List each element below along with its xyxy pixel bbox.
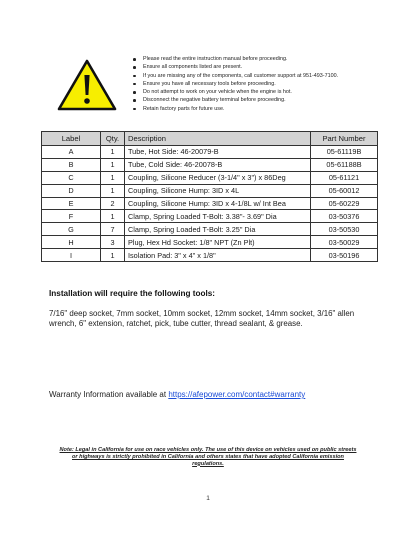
table-row (42, 184, 378, 197)
warning-triangle-icon (56, 58, 118, 112)
warranty-info (49, 390, 305, 399)
cell-label: H (42, 236, 101, 249)
table-row (42, 249, 378, 262)
table-row (42, 171, 378, 184)
cell-qty: 1 (101, 184, 125, 197)
header-label: Label (42, 132, 101, 146)
cell-qty: 1 (101, 146, 125, 159)
table-row (42, 236, 378, 249)
cell-description: Coupling, Silicone Hump: 3ID x 4-1/8L w/ Int Bea (125, 197, 311, 210)
cell-qty: 2 (101, 197, 125, 210)
cell-part-number: 05-60012 (311, 184, 378, 197)
warning-item: If you are missing any of the components, call customer support at 951-493-7100. (132, 72, 338, 80)
cell-description: Isolation Pad: 3" x 4" x 1/8" (125, 249, 311, 262)
cell-part-number: 05-61188B (311, 158, 378, 171)
cell-label: B (42, 158, 101, 171)
cell-part-number: 03-50196 (311, 249, 378, 262)
cell-qty: 1 (101, 249, 125, 262)
warranty-label: Warranty Information available at (49, 390, 169, 399)
cell-part-number: 03-50530 (311, 223, 378, 236)
cell-label: D (42, 184, 101, 197)
cell-qty: 1 (101, 158, 125, 171)
warning-item: Do not attempt to work on your vehicle when the engine is hot. (132, 88, 338, 96)
page-number: 1 (206, 495, 210, 502)
parts-table (41, 131, 378, 262)
warning-item: Ensure you have all necessary tools before proceeding. (132, 80, 338, 88)
cell-description: Tube, Cold Side: 46-20078-B (125, 158, 311, 171)
warning-item: Retain factory parts for future use. (132, 105, 338, 113)
table-row (42, 197, 378, 210)
cell-part-number: 03-50029 (311, 236, 378, 249)
table-row (42, 158, 378, 171)
table-header-row (42, 132, 378, 146)
cell-description: Coupling, Silicone Reducer (3-1/4" x 3") x 86Deg (125, 171, 311, 184)
tools-list-text: 7/16" deep socket, 7mm socket, 10mm socket, 12mm socket, 14mm socket, 3/16" allen wrench, 6" extension, ratchet, pick, tube cutter, thread sealant, & grease. (49, 309, 355, 329)
warning-item: Please read the entire instruction manual before proceeding. (132, 55, 338, 63)
cell-label: E (42, 197, 101, 210)
table-row (42, 210, 378, 223)
table-row (42, 146, 378, 159)
tools-heading: Installation will require the following tools: (49, 289, 216, 298)
cell-description: Clamp, Spring Loaded T-Bolt: 3.38"- 3.69" Dia (125, 210, 311, 223)
cell-label: A (42, 146, 101, 159)
header-part-number: Part Number (311, 132, 378, 146)
cell-part-number: 05-61119B (311, 146, 378, 159)
header-description: Description (125, 132, 311, 146)
warning-list (132, 55, 338, 113)
cell-part-number: 05-60229 (311, 197, 378, 210)
header-qty: Qty. (101, 132, 125, 146)
cell-description: Plug, Hex Hd Socket: 1/8" NPT (Zn Plt) (125, 236, 311, 249)
cell-description: Coupling, Silicone Hump: 3ID x 4L (125, 184, 311, 197)
warning-item: Disconnect the negative battery terminal before proceeding. (132, 96, 338, 104)
table-row (42, 223, 378, 236)
cell-description: Tube, Hot Side: 46-20079-B (125, 146, 311, 159)
cell-qty: 7 (101, 223, 125, 236)
cell-qty: 1 (101, 171, 125, 184)
cell-label: I (42, 249, 101, 262)
cell-part-number: 03-50376 (311, 210, 378, 223)
cell-qty: 1 (101, 210, 125, 223)
warranty-link[interactable]: https://afepower.com/contact#warranty (168, 390, 306, 399)
cell-description: Clamp, Spring Loaded T-Bolt: 3.25" Dia (125, 223, 311, 236)
cell-part-number: 05-61121 (311, 171, 378, 184)
legal-note: Note: Legal in California for use on race vehicles only. The use of this device on vehicles used on public streets or highways is strictly prohibited in California and others states that have adopted California emission regulations. (59, 447, 357, 467)
cell-label: F (42, 210, 101, 223)
cell-label: G (42, 223, 101, 236)
cell-label: C (42, 171, 101, 184)
cell-qty: 3 (101, 236, 125, 249)
warning-item: Ensure all components listed are present. (132, 63, 338, 71)
